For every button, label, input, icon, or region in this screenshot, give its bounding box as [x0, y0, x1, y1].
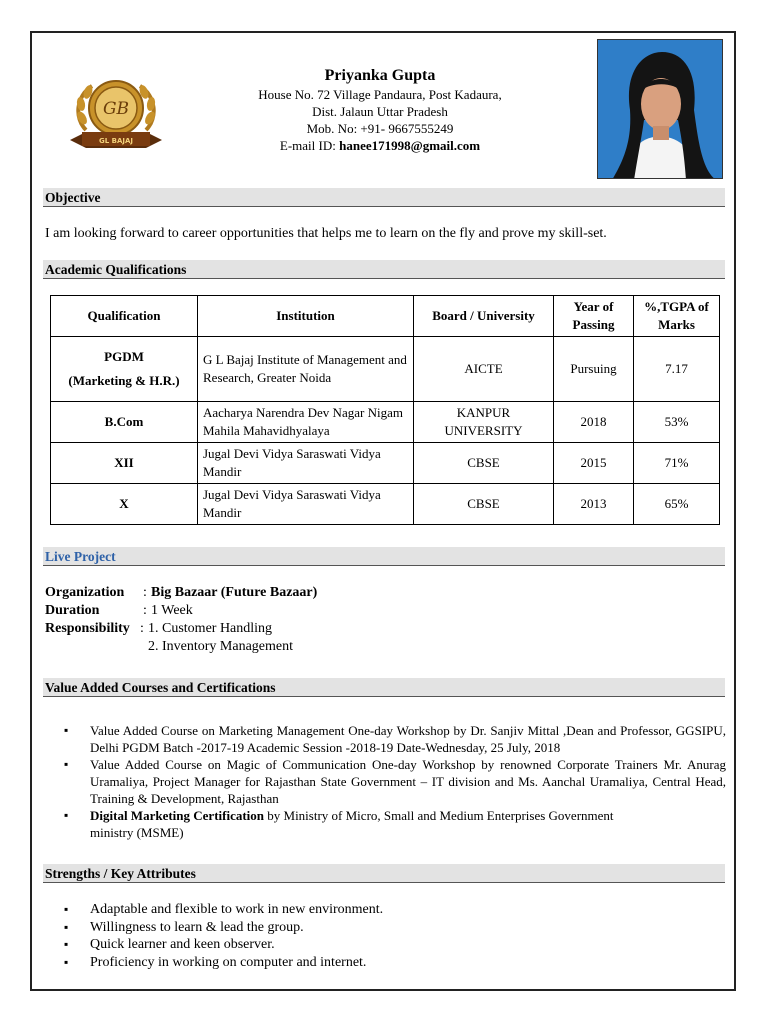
- responsibility-value-1: 1. Customer Handling: [148, 621, 273, 636]
- svg-text:GB: GB: [102, 99, 130, 119]
- strengths-list: [62, 901, 726, 971]
- responsibility-row: Responsibility : 1. Customer Handling: [45, 621, 273, 636]
- qualification-cell: XII: [51, 443, 198, 484]
- list-item: [62, 807, 726, 841]
- duration-value: 1 Week: [151, 603, 193, 618]
- profile-photo: [597, 39, 723, 179]
- institution-cell: G L Bajaj Institute of Management and Research, Greater Noida: [198, 337, 414, 402]
- list-item: ▪ Value Added Course on Magic of Communication One-day Workshop by renowned Corporate Trainers Mr. Anurag Uramaliya, Project Manager for Rajasthan State Government – IT division and Ms. Aanchal Uramaliya, Central Head, Training & Development, Rajasthan: [62, 756, 726, 807]
- column-header: Qualification: [51, 296, 198, 337]
- qualification-cell: X: [51, 484, 198, 525]
- year-cell: Pursuing: [554, 337, 634, 402]
- academic-qualifications-table: [50, 295, 720, 525]
- qualification-cell: B.Com: [51, 402, 198, 443]
- institution-cell: Jugal Devi Vidya Saraswati Vidya Mandir: [198, 443, 414, 484]
- address-line-2: Dist. Jalaun Uttar Pradesh: [312, 104, 448, 119]
- responsibility-label: Responsibility: [45, 621, 130, 636]
- marks-cell: 65%: [634, 484, 720, 525]
- organization-value: Big Bazaar (Future Bazaar): [151, 585, 318, 600]
- column-header: Year of Passing: [554, 296, 634, 337]
- table-row: [51, 443, 720, 484]
- institution-cell: Jugal Devi Vidya Saraswati Vidya Mandir: [198, 484, 414, 525]
- year-cell: 2015: [554, 443, 634, 484]
- certification-detail: by Ministry of Micro, Small and Medium Enterprises Government ministry (MSME): [90, 808, 614, 840]
- gl-bajaj-logo: [64, 74, 168, 154]
- organization-label: Organization: [45, 585, 125, 600]
- logo-text: GL BAJAJ: [98, 137, 134, 145]
- board-cell: KANPUR UNIVERSITY: [414, 402, 554, 443]
- strengths-heading: Strengths / Key Attributes: [43, 864, 725, 883]
- marks-cell: 71%: [634, 443, 720, 484]
- list-item: ▪ Quick learner and keen observer.: [62, 936, 726, 954]
- board-cell: CBSE: [414, 443, 554, 484]
- list-item: ▪ Value Added Course on Marketing Management One-day Workshop by Dr. Sanjiv Mittal ,Dean and Professor, GGSIPU, Delhi PGDM Batch -2017-19 Academic Session -2018-19 Date-Wednesday, 25 July, 2018: [62, 722, 726, 756]
- qualification-name: PGDM: [104, 349, 144, 364]
- header-contact-block: [210, 66, 550, 154]
- institution-cell: Aacharya Narendra Dev Nagar Nigam Mahila Mahavidhyalaya: [198, 402, 414, 443]
- email-label: E-mail ID:: [279, 138, 340, 153]
- list-item: ▪ Adaptable and flexible to work in new environment.: [62, 901, 726, 919]
- organization-row: Organization : Big Bazaar (Future Bazaar): [45, 585, 318, 600]
- candidate-name: Priyanka Gupta: [324, 67, 436, 84]
- address-line-1: House No. 72 Village Pandaura, Post Kadaura,: [258, 87, 502, 102]
- courses-heading: Value Added Courses and Certifications: [43, 678, 725, 697]
- column-header: Board / University: [414, 296, 554, 337]
- duration-label: Duration: [45, 603, 100, 618]
- marks-cell: 53%: [634, 402, 720, 443]
- objective-heading: Objective: [43, 188, 725, 207]
- mobile-number: Mob. No: +91- 9667555249: [306, 121, 454, 136]
- objective-text: I am looking forward to career opportunities that helps me to learn on the fly and prove my skill-set.: [45, 226, 607, 241]
- profile-photo-illustration: [598, 40, 722, 178]
- certification-name: Digital Marketing Certification: [90, 808, 265, 823]
- board-cell: CBSE: [414, 484, 554, 525]
- year-cell: 2013: [554, 484, 634, 525]
- marks-cell: 7.17: [634, 337, 720, 402]
- duration-row: Duration : 1 Week: [45, 603, 193, 618]
- column-header: Institution: [198, 296, 414, 337]
- qualification-specialization: (Marketing & H.R.): [68, 373, 180, 388]
- responsibility-value-2: 2. Inventory Management: [148, 639, 294, 654]
- table-row: [51, 402, 720, 443]
- responsibility-row-2: [45, 638, 317, 656]
- board-cell: AICTE: [414, 337, 554, 402]
- courses-list: [62, 722, 726, 841]
- live-project-heading: Live Project: [43, 547, 725, 566]
- qualification-cell: [51, 337, 198, 402]
- list-item: ▪ Proficiency in working on computer and internet.: [62, 954, 726, 972]
- column-header: %,TGPA of Marks: [634, 296, 720, 337]
- list-item: ▪ Willingness to learn & lead the group.: [62, 919, 726, 937]
- table-row: [51, 337, 720, 402]
- academic-heading: Academic Qualifications: [43, 260, 725, 279]
- table-header-row: [51, 296, 720, 337]
- email-line: [210, 137, 550, 154]
- email-address[interactable]: hanee171998@gmail.com: [339, 138, 481, 153]
- live-project-details: [45, 584, 317, 656]
- table-row: [51, 484, 720, 525]
- year-cell: 2018: [554, 402, 634, 443]
